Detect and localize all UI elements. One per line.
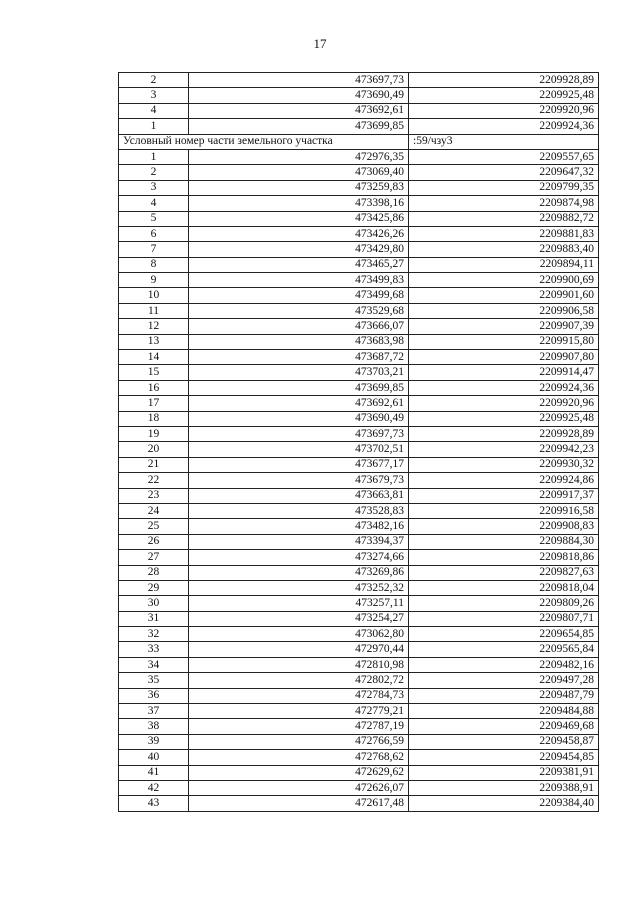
point-number-cell: 40 xyxy=(119,750,189,765)
x-coordinate-cell: 473679,73 xyxy=(189,473,409,488)
point-number-cell: 8 xyxy=(119,257,189,272)
point-number-cell: 16 xyxy=(119,380,189,395)
y-coordinate-cell: 2209930,32 xyxy=(409,457,599,472)
y-coordinate-cell: 2209894,11 xyxy=(409,257,599,272)
point-number-cell: 6 xyxy=(119,226,189,241)
table-row xyxy=(119,734,599,749)
x-coordinate-cell: 473690,49 xyxy=(189,411,409,426)
point-number-cell: 35 xyxy=(119,673,189,688)
y-coordinate-cell: 2209654,85 xyxy=(409,627,599,642)
point-number-cell: 42 xyxy=(119,780,189,795)
y-coordinate-cell: 2209908,83 xyxy=(409,519,599,534)
y-coordinate-cell: 2209454,85 xyxy=(409,750,599,765)
point-number-cell: 1 xyxy=(119,119,189,134)
y-coordinate-cell: 2209925,48 xyxy=(409,411,599,426)
point-number-cell: 39 xyxy=(119,734,189,749)
y-coordinate-cell: 2209487,79 xyxy=(409,688,599,703)
y-coordinate-cell: 2209942,23 xyxy=(409,442,599,457)
x-coordinate-cell: 473254,27 xyxy=(189,611,409,626)
table-row xyxy=(119,627,599,642)
point-number-cell: 37 xyxy=(119,704,189,719)
point-number-cell: 9 xyxy=(119,273,189,288)
table-row xyxy=(119,611,599,626)
point-number-cell: 2 xyxy=(119,165,189,180)
table-row xyxy=(119,273,599,288)
table-row xyxy=(119,457,599,472)
y-coordinate-cell: 2209458,87 xyxy=(409,734,599,749)
point-number-cell: 28 xyxy=(119,565,189,580)
x-coordinate-cell: 473702,51 xyxy=(189,442,409,457)
x-coordinate-cell: 473394,37 xyxy=(189,534,409,549)
point-number-cell: 43 xyxy=(119,796,189,811)
y-coordinate-cell: 2209484,88 xyxy=(409,704,599,719)
x-coordinate-cell: 472617,48 xyxy=(189,796,409,811)
x-coordinate-cell: 472970,44 xyxy=(189,642,409,657)
x-coordinate-cell: 472784,73 xyxy=(189,688,409,703)
table-row xyxy=(119,288,599,303)
point-number-cell: 5 xyxy=(119,211,189,226)
table-row xyxy=(119,796,599,811)
x-coordinate-cell: 473429,80 xyxy=(189,242,409,257)
table-row xyxy=(119,88,599,103)
table-row xyxy=(119,350,599,365)
x-coordinate-cell: 473663,81 xyxy=(189,488,409,503)
x-coordinate-cell: 473062,80 xyxy=(189,627,409,642)
point-number-cell: 26 xyxy=(119,534,189,549)
x-coordinate-cell: 472787,19 xyxy=(189,719,409,734)
x-coordinate-cell: 473274,66 xyxy=(189,550,409,565)
x-coordinate-cell: 473697,73 xyxy=(189,73,409,88)
point-number-cell: 7 xyxy=(119,242,189,257)
x-coordinate-cell: 472976,35 xyxy=(189,149,409,164)
table-row xyxy=(119,242,599,257)
y-coordinate-cell: 2209469,68 xyxy=(409,719,599,734)
point-number-cell: 30 xyxy=(119,596,189,611)
point-number-cell: 23 xyxy=(119,488,189,503)
table-row xyxy=(119,565,599,580)
point-number-cell: 18 xyxy=(119,411,189,426)
table-row xyxy=(119,550,599,565)
y-coordinate-cell: 2209883,40 xyxy=(409,242,599,257)
y-coordinate-cell: 2209920,96 xyxy=(409,103,599,118)
table-row xyxy=(119,750,599,765)
y-coordinate-cell: 2209914,47 xyxy=(409,365,599,380)
table-row xyxy=(119,103,599,118)
table-row xyxy=(119,704,599,719)
x-coordinate-cell: 473529,68 xyxy=(189,303,409,318)
point-number-cell: 32 xyxy=(119,627,189,642)
y-coordinate-cell: 2209818,04 xyxy=(409,580,599,595)
table-row xyxy=(119,642,599,657)
y-coordinate-cell: 2209881,83 xyxy=(409,226,599,241)
point-number-cell: 29 xyxy=(119,580,189,595)
point-number-cell: 17 xyxy=(119,396,189,411)
y-coordinate-cell: 2209907,80 xyxy=(409,350,599,365)
point-number-cell: 3 xyxy=(119,88,189,103)
part-header-row xyxy=(119,134,599,149)
point-number-cell: 2 xyxy=(119,73,189,88)
y-coordinate-cell: 2209807,71 xyxy=(409,611,599,626)
table-row xyxy=(119,396,599,411)
x-coordinate-cell: 473697,73 xyxy=(189,426,409,441)
y-coordinate-cell: 2209565,84 xyxy=(409,642,599,657)
point-number-cell: 3 xyxy=(119,180,189,195)
x-coordinate-cell: 472779,21 xyxy=(189,704,409,719)
x-coordinate-cell: 472802,72 xyxy=(189,673,409,688)
x-coordinate-cell: 473398,16 xyxy=(189,196,409,211)
y-coordinate-cell: 2209827,63 xyxy=(409,565,599,580)
y-coordinate-cell: 2209482,16 xyxy=(409,657,599,672)
point-number-cell: 36 xyxy=(119,688,189,703)
table-row xyxy=(119,149,599,164)
table-row xyxy=(119,503,599,518)
point-number-cell: 10 xyxy=(119,288,189,303)
y-coordinate-cell: 2209381,91 xyxy=(409,765,599,780)
table-row xyxy=(119,657,599,672)
y-coordinate-cell: 2209916,58 xyxy=(409,503,599,518)
x-coordinate-cell: 472810,98 xyxy=(189,657,409,672)
y-coordinate-cell: 2209924,86 xyxy=(409,473,599,488)
point-number-cell: 27 xyxy=(119,550,189,565)
table-row xyxy=(119,442,599,457)
table-row xyxy=(119,688,599,703)
table-row xyxy=(119,226,599,241)
point-number-cell: 25 xyxy=(119,519,189,534)
table-row xyxy=(119,380,599,395)
y-coordinate-cell: 2209924,36 xyxy=(409,119,599,134)
table-row xyxy=(119,411,599,426)
table-row xyxy=(119,719,599,734)
point-number-cell: 4 xyxy=(119,196,189,211)
y-coordinate-cell: 2209882,72 xyxy=(409,211,599,226)
y-coordinate-cell: 2209647,32 xyxy=(409,165,599,180)
x-coordinate-cell: 473687,72 xyxy=(189,350,409,365)
coordinates-table xyxy=(118,72,599,812)
x-coordinate-cell: 473425,86 xyxy=(189,211,409,226)
table-row xyxy=(119,534,599,549)
x-coordinate-cell: 473499,83 xyxy=(189,273,409,288)
x-coordinate-cell: 473699,85 xyxy=(189,119,409,134)
point-number-cell: 19 xyxy=(119,426,189,441)
x-coordinate-cell: 473666,07 xyxy=(189,319,409,334)
table-row xyxy=(119,303,599,318)
point-number-cell: 41 xyxy=(119,765,189,780)
x-coordinate-cell: 473499,68 xyxy=(189,288,409,303)
x-coordinate-cell: 473703,21 xyxy=(189,365,409,380)
y-coordinate-cell: 2209384,40 xyxy=(409,796,599,811)
point-number-cell: 12 xyxy=(119,319,189,334)
table-row xyxy=(119,780,599,795)
y-coordinate-cell: 2209388,91 xyxy=(409,780,599,795)
y-coordinate-cell: 2209920,96 xyxy=(409,396,599,411)
table-row xyxy=(119,119,599,134)
point-number-cell: 34 xyxy=(119,657,189,672)
y-coordinate-cell: 2209906,58 xyxy=(409,303,599,318)
y-coordinate-cell: 2209925,48 xyxy=(409,88,599,103)
table-row xyxy=(119,165,599,180)
y-coordinate-cell: 2209818,86 xyxy=(409,550,599,565)
table-row xyxy=(119,196,599,211)
x-coordinate-cell: 473252,32 xyxy=(189,580,409,595)
x-coordinate-cell: 472626,07 xyxy=(189,780,409,795)
page-number: 17 xyxy=(313,36,327,51)
x-coordinate-cell: 473465,27 xyxy=(189,257,409,272)
y-coordinate-cell: 2209874,98 xyxy=(409,196,599,211)
x-coordinate-cell: 473692,61 xyxy=(189,103,409,118)
point-number-cell: 21 xyxy=(119,457,189,472)
point-number-cell: 31 xyxy=(119,611,189,626)
table-row xyxy=(119,488,599,503)
y-coordinate-cell: 2209917,37 xyxy=(409,488,599,503)
y-coordinate-cell: 2209924,36 xyxy=(409,380,599,395)
y-coordinate-cell: 2209900,69 xyxy=(409,273,599,288)
point-number-cell: 11 xyxy=(119,303,189,318)
point-number-cell: 33 xyxy=(119,642,189,657)
y-coordinate-cell: 2209799,35 xyxy=(409,180,599,195)
x-coordinate-cell: 473683,98 xyxy=(189,334,409,349)
coordinates-table-body xyxy=(119,73,599,812)
part-label: Условный номер части земельного участка xyxy=(119,134,409,149)
point-number-cell: 38 xyxy=(119,719,189,734)
table-row xyxy=(119,319,599,334)
point-number-cell: 4 xyxy=(119,103,189,118)
y-coordinate-cell: 2209557,65 xyxy=(409,149,599,164)
y-coordinate-cell: 2209809,26 xyxy=(409,596,599,611)
x-coordinate-cell: 473690,49 xyxy=(189,88,409,103)
x-coordinate-cell: 473069,40 xyxy=(189,165,409,180)
x-coordinate-cell: 472629,62 xyxy=(189,765,409,780)
table-row xyxy=(119,365,599,380)
point-number-cell: 14 xyxy=(119,350,189,365)
part-number: :59/чзу3 xyxy=(409,134,599,149)
table-row xyxy=(119,334,599,349)
table-row xyxy=(119,580,599,595)
point-number-cell: 24 xyxy=(119,503,189,518)
y-coordinate-cell: 2209928,89 xyxy=(409,426,599,441)
table-row xyxy=(119,426,599,441)
x-coordinate-cell: 472768,62 xyxy=(189,750,409,765)
table-row xyxy=(119,211,599,226)
x-coordinate-cell: 473528,83 xyxy=(189,503,409,518)
x-coordinate-cell: 473699,85 xyxy=(189,380,409,395)
point-number-cell: 15 xyxy=(119,365,189,380)
table-row xyxy=(119,473,599,488)
y-coordinate-cell: 2209497,28 xyxy=(409,673,599,688)
table-row xyxy=(119,596,599,611)
table-row xyxy=(119,180,599,195)
table-row xyxy=(119,257,599,272)
point-number-cell: 13 xyxy=(119,334,189,349)
y-coordinate-cell: 2209884,30 xyxy=(409,534,599,549)
y-coordinate-cell: 2209907,39 xyxy=(409,319,599,334)
point-number-cell: 1 xyxy=(119,149,189,164)
x-coordinate-cell: 473259,83 xyxy=(189,180,409,195)
point-number-cell: 22 xyxy=(119,473,189,488)
table-row xyxy=(119,73,599,88)
x-coordinate-cell: 473269,86 xyxy=(189,565,409,580)
x-coordinate-cell: 473692,61 xyxy=(189,396,409,411)
x-coordinate-cell: 472766,59 xyxy=(189,734,409,749)
x-coordinate-cell: 473482,16 xyxy=(189,519,409,534)
x-coordinate-cell: 473257,11 xyxy=(189,596,409,611)
point-number-cell: 20 xyxy=(119,442,189,457)
y-coordinate-cell: 2209901,60 xyxy=(409,288,599,303)
table-row xyxy=(119,765,599,780)
x-coordinate-cell: 473426,26 xyxy=(189,226,409,241)
x-coordinate-cell: 473677,17 xyxy=(189,457,409,472)
table-row xyxy=(119,673,599,688)
y-coordinate-cell: 2209928,89 xyxy=(409,73,599,88)
table-row xyxy=(119,519,599,534)
y-coordinate-cell: 2209915,80 xyxy=(409,334,599,349)
